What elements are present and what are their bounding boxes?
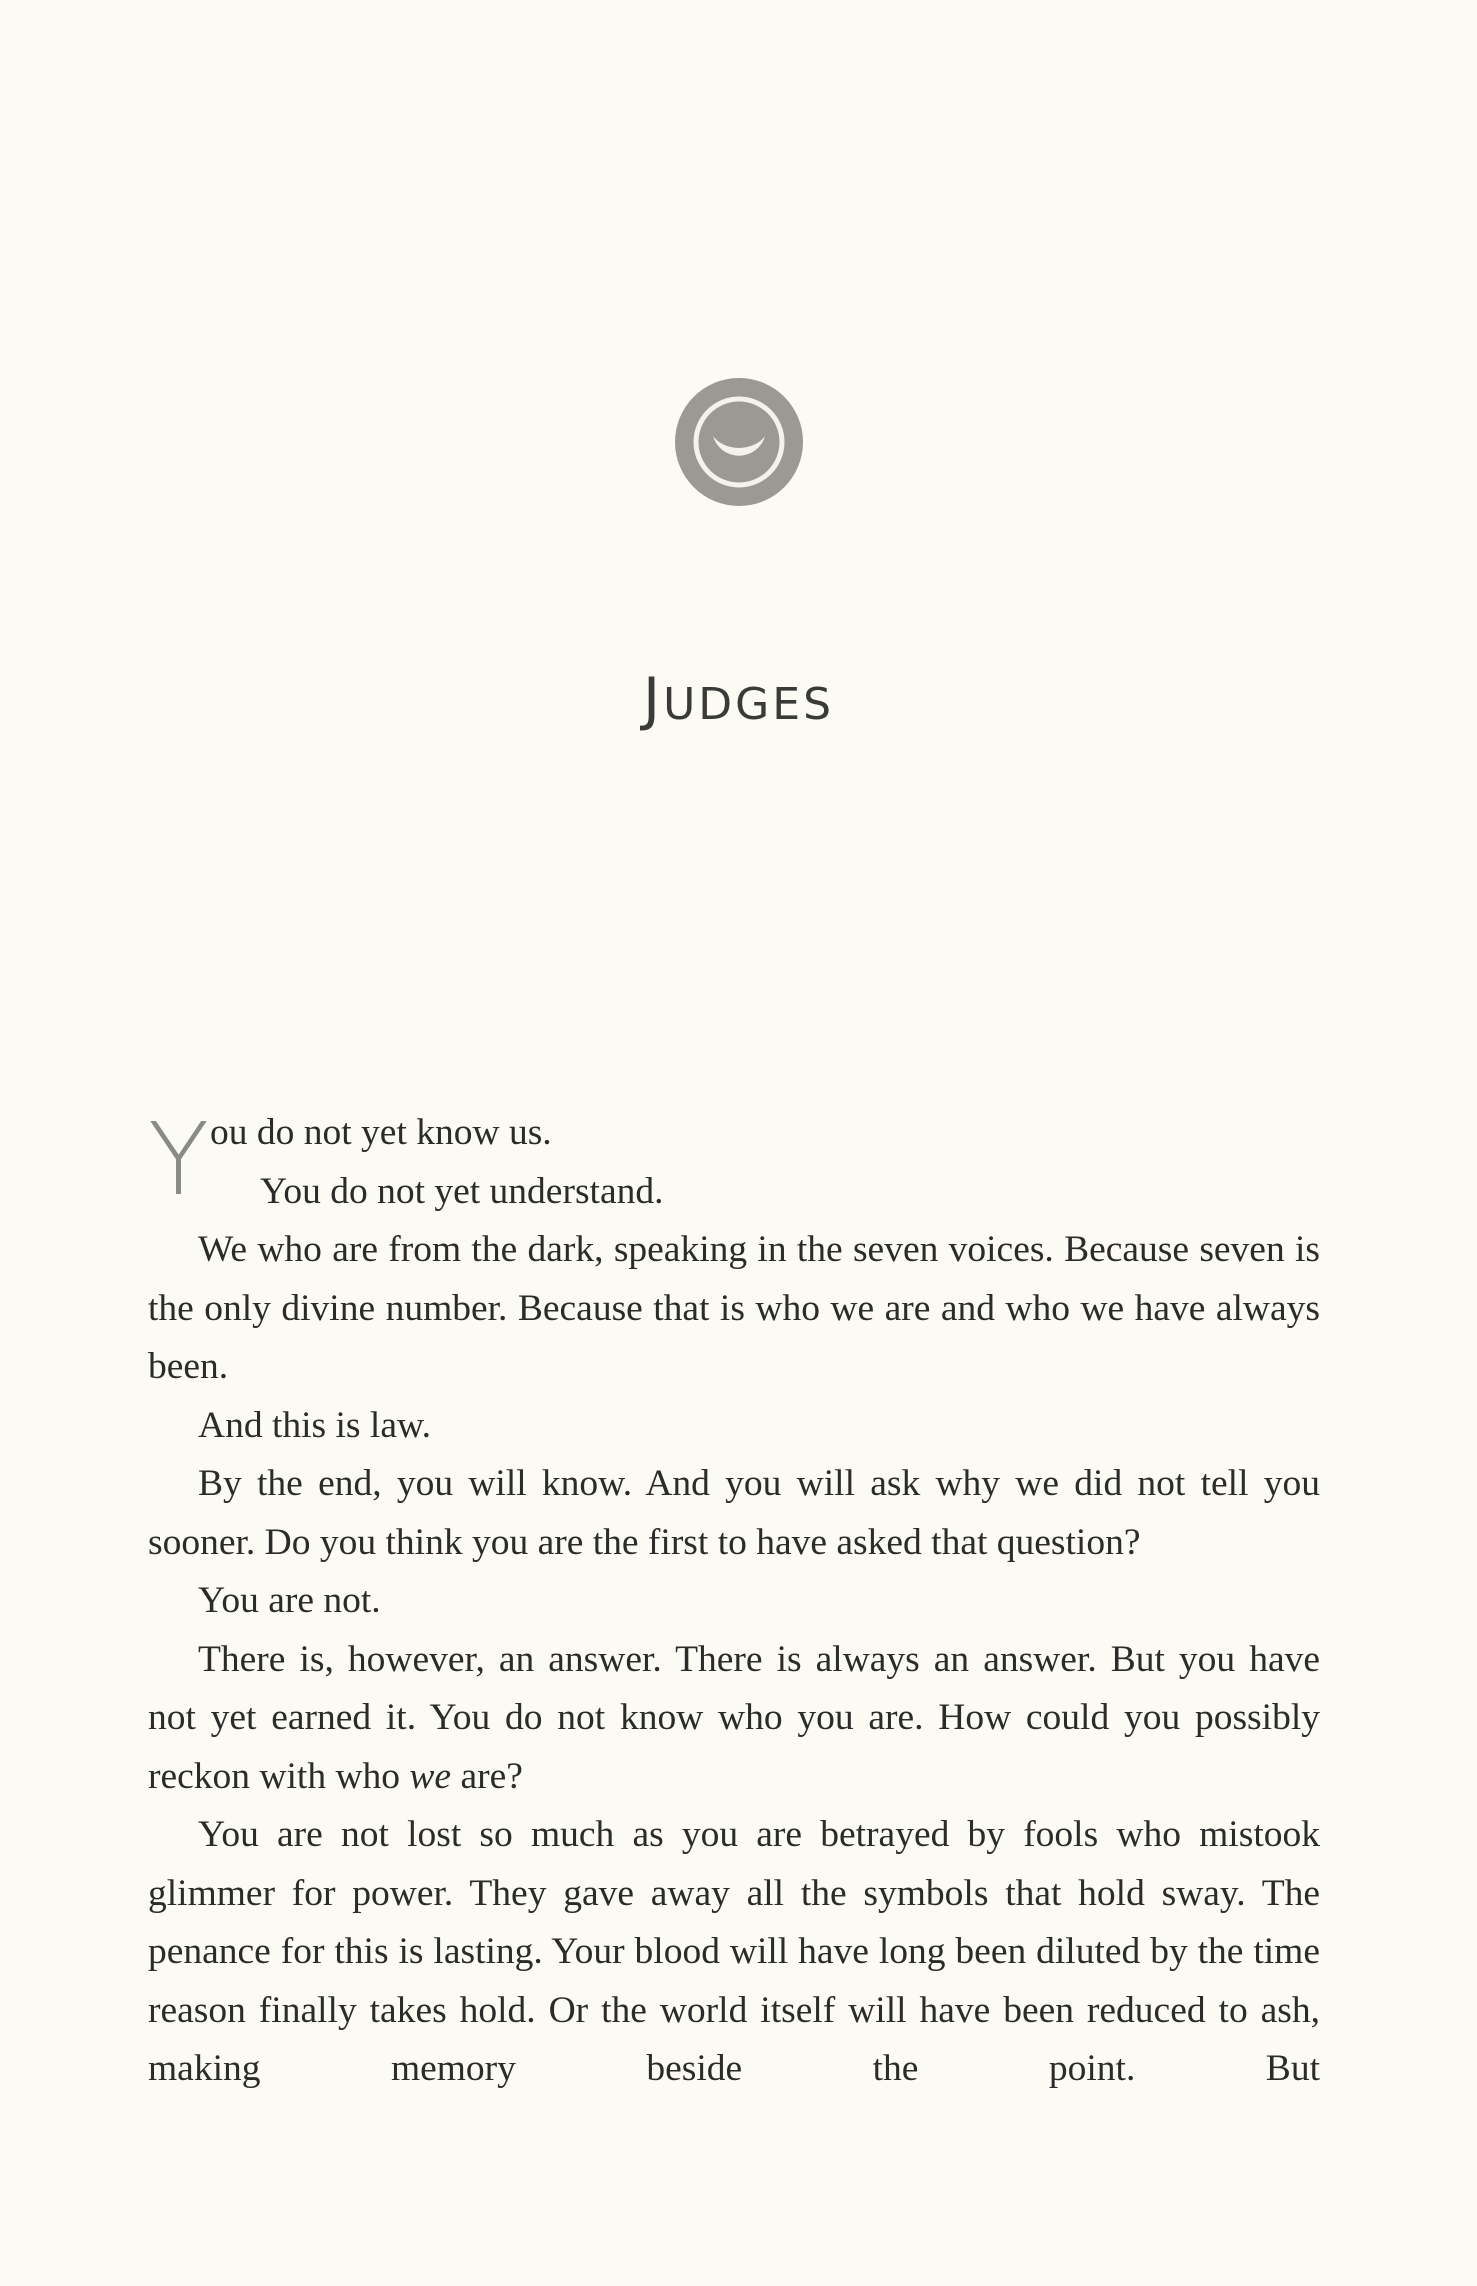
chapter-title-rest: UDGES: [663, 678, 835, 730]
paragraph-6: You are not.: [198, 1580, 381, 1621]
paragraph-7-text-a: There is, however, an answer. There is always an answer. But you have not yet earned it. You do not know who you are. How could you possibly reckon with who: [148, 1638, 1320, 1797]
chapter-title-initial: J: [642, 664, 664, 733]
circle-crescent-icon: [673, 376, 805, 508]
chapter-title: [0, 665, 1477, 733]
paragraph-5: By the end, you will know. And you will ask why we did not tell you sooner. Do you think you are the first to have asked that question?: [148, 1463, 1320, 1563]
paragraph-7-text-b: are?: [451, 1755, 523, 1797]
paragraph-2: You do not yet understand.: [260, 1170, 664, 1212]
drop-cap: Y: [148, 1101, 210, 1218]
paragraph-1-text: ou do not yet know us.: [210, 1112, 552, 1153]
chapter-body: [148, 1101, 1320, 2099]
paragraph-8: You are not lost so much as you are betrayed by fools who mistook glimmer for power. They gave away all the symbols that hold sway. The penance for this is lasting. Your blood will have long been diluted by the time reason finally takes hold. Or the world itself will have been reduced to ash, making memory beside the point. But: [148, 1814, 1320, 2089]
paragraph-4: And this is law.: [198, 1404, 431, 1446]
paragraph-7-emphasis: we: [409, 1755, 452, 1797]
paragraph-7: [148, 1631, 1320, 1807]
paragraph-3: We who are from the dark, speaking in the seven voices. Because seven is the only divine number. Because that is who we are and who we have always been.: [148, 1229, 1320, 1387]
